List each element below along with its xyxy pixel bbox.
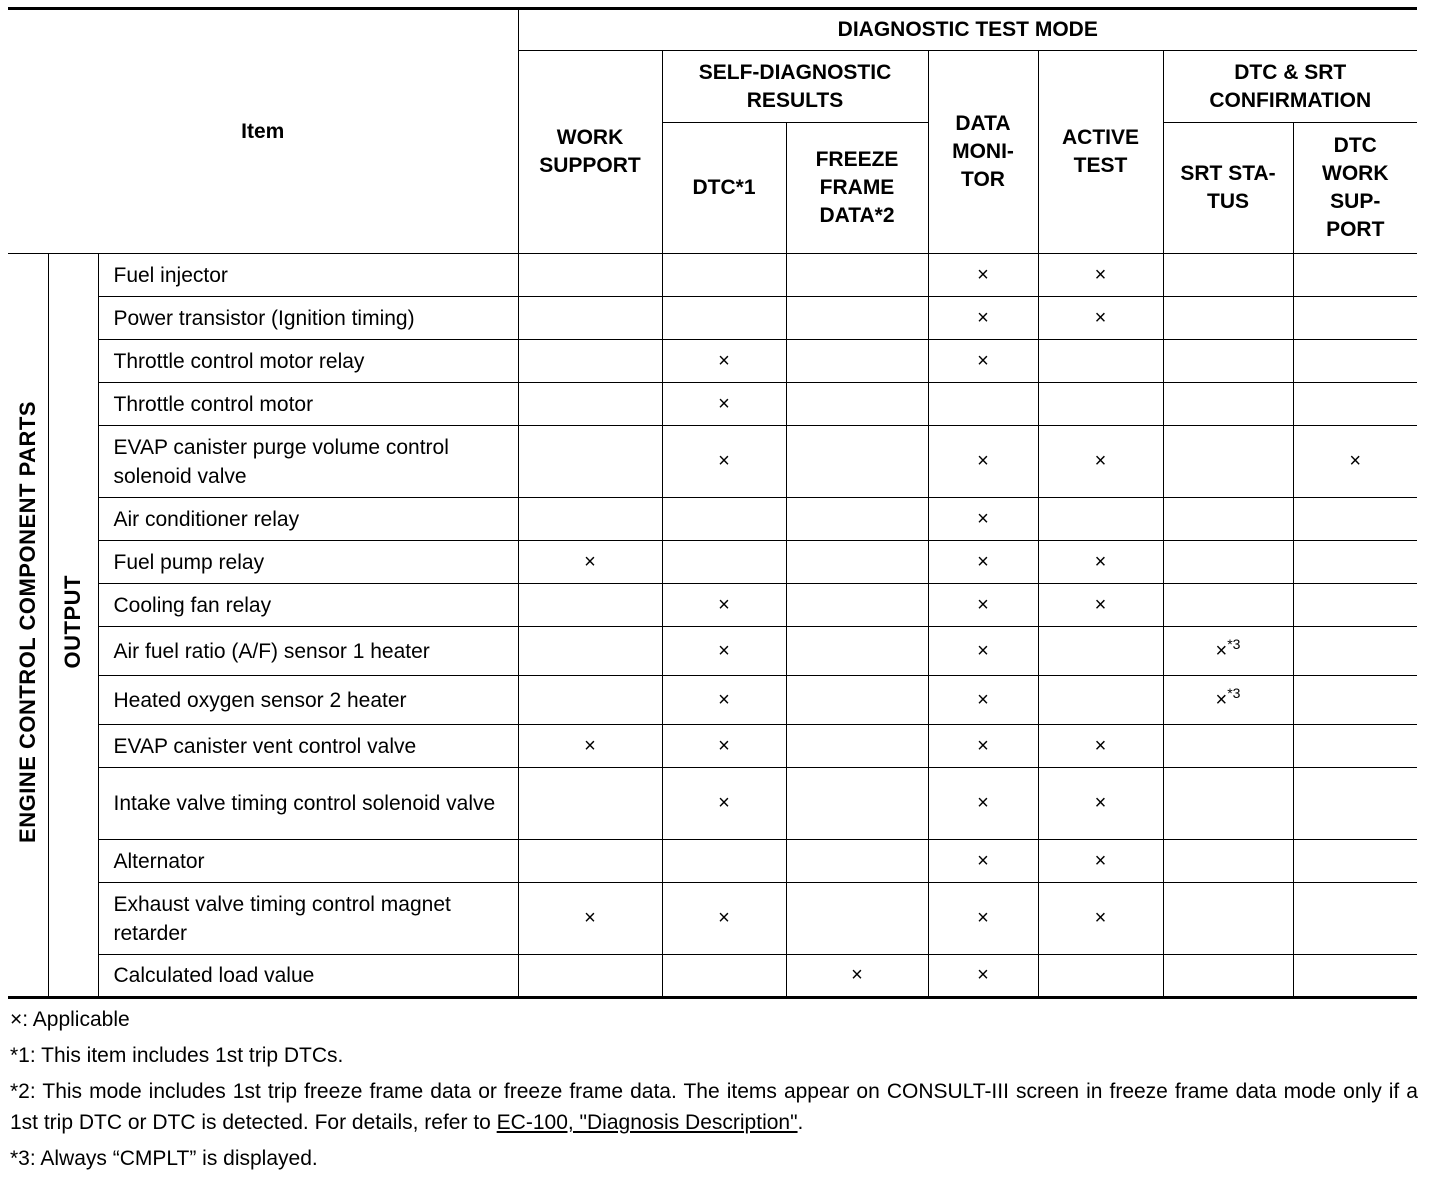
table-row (8, 498, 1417, 541)
header-diagnostic-test-mode: DIAGNOSTIC TEST MODE (518, 9, 1417, 51)
table-row (8, 725, 1417, 768)
cell-srt-status: ×$^{*3}$ (1163, 676, 1293, 725)
cell-dtc-work-support (1293, 584, 1417, 627)
cell-srt-status (1163, 883, 1293, 955)
header-work-support: WORK SUPPORT (518, 51, 662, 254)
cell-active-test: × (1038, 768, 1163, 840)
cell-active-test: × (1038, 541, 1163, 584)
cell-work-support (518, 426, 662, 498)
cell-data-monitor: × (928, 541, 1038, 584)
cell-freeze-frame: × (786, 955, 928, 998)
cell-dtc-work-support (1293, 955, 1417, 998)
cell-srt-status (1163, 426, 1293, 498)
item-name: Alternator (98, 840, 518, 883)
cell-active-test: × (1038, 725, 1163, 768)
cell-data-monitor: × (928, 584, 1038, 627)
cell-freeze-frame (786, 297, 928, 340)
cell-active-test: × (1038, 426, 1163, 498)
cell-dtc-work-support (1293, 840, 1417, 883)
header-dtc-work-support: DTC WORK SUP-PORT (1293, 123, 1417, 254)
cell-data-monitor (928, 383, 1038, 426)
item-name: Power transistor (Ignition timing) (98, 297, 518, 340)
cell-freeze-frame (786, 725, 928, 768)
table-row (8, 297, 1417, 340)
diagnostic-test-mode-table (8, 7, 1417, 999)
cell-data-monitor: × (928, 676, 1038, 725)
cell-dtc-work-support (1293, 541, 1417, 584)
table-row (8, 383, 1417, 426)
cell-work-support: × (518, 725, 662, 768)
cell-srt-status (1163, 584, 1293, 627)
header-dtc-srt-confirmation: DTC & SRT CONFIRMATION (1163, 51, 1417, 123)
cell-srt-status (1163, 768, 1293, 840)
cell-dtc-work-support (1293, 883, 1417, 955)
cell-freeze-frame (786, 340, 928, 383)
cell-active-test (1038, 955, 1163, 998)
cell-dtc: × (662, 676, 786, 725)
table-row (8, 426, 1417, 498)
cell-dtc: × (662, 584, 786, 627)
cell-data-monitor: × (928, 840, 1038, 883)
cell-data-monitor: × (928, 498, 1038, 541)
item-name: Cooling fan relay (98, 584, 518, 627)
cell-active-test (1038, 676, 1163, 725)
cell-dtc: × (662, 768, 786, 840)
item-name: EVAP canister vent control valve (98, 725, 518, 768)
cell-dtc (662, 955, 786, 998)
group-label-cell (8, 254, 48, 998)
cell-work-support (518, 627, 662, 676)
cell-work-support (518, 768, 662, 840)
cell-work-support: × (518, 883, 662, 955)
cell-work-support: × (518, 541, 662, 584)
cell-data-monitor: × (928, 340, 1038, 383)
cell-work-support (518, 840, 662, 883)
table-row (8, 840, 1417, 883)
cell-data-monitor: × (928, 426, 1038, 498)
footnotes (10, 1004, 1418, 1179)
item-name: Air conditioner relay (98, 498, 518, 541)
table-row (8, 676, 1417, 725)
cell-dtc: × (662, 627, 786, 676)
table-row (8, 883, 1417, 955)
item-name: Heated oxygen sensor 2 heater (98, 676, 518, 725)
item-name: Intake valve timing control solenoid valve (98, 768, 518, 840)
cell-srt-status (1163, 340, 1293, 383)
cell-active-test: × (1038, 297, 1163, 340)
cell-freeze-frame (786, 254, 928, 297)
cell-freeze-frame (786, 627, 928, 676)
cell-srt-status (1163, 955, 1293, 998)
cell-data-monitor: × (928, 627, 1038, 676)
cell-work-support (518, 383, 662, 426)
item-name: Air fuel ratio (A/F) sensor 1 heater (98, 627, 518, 676)
cell-dtc (662, 254, 786, 297)
note-3: *3: Always “CMPLT” is displayed. (10, 1147, 318, 1170)
cell-active-test (1038, 498, 1163, 541)
cell-work-support (518, 297, 662, 340)
cell-dtc-work-support (1293, 340, 1417, 383)
cell-work-support (518, 676, 662, 725)
cell-freeze-frame (786, 840, 928, 883)
cell-freeze-frame (786, 584, 928, 627)
header-data-monitor: DATA MONI-TOR (928, 51, 1038, 254)
cell-dtc: × (662, 383, 786, 426)
note-2: *2: This mode includes 1st trip freeze frame data or freeze frame data. The items appear on CONSULT-III screen in freeze frame data mode only if a 1st trip DTC or DTC is detected. For details, refer to EC-100, "Diagnosis Description". (10, 1080, 1418, 1134)
cell-active-test (1038, 627, 1163, 676)
cell-srt-status (1163, 254, 1293, 297)
cell-data-monitor: × (928, 254, 1038, 297)
cell-data-monitor: × (928, 297, 1038, 340)
table-row (8, 340, 1417, 383)
item-name: Fuel pump relay (98, 541, 518, 584)
cell-dtc: × (662, 725, 786, 768)
table-row (8, 768, 1417, 840)
cell-dtc (662, 541, 786, 584)
cell-srt-status (1163, 383, 1293, 426)
cell-freeze-frame (786, 426, 928, 498)
table-row (8, 254, 1417, 297)
item-name: Throttle control motor relay (98, 340, 518, 383)
item-name: Exhaust valve timing control magnet retarder (98, 883, 518, 955)
cell-srt-status (1163, 541, 1293, 584)
cell-dtc: × (662, 426, 786, 498)
cell-srt-status: ×$^{*3}$ (1163, 627, 1293, 676)
group-label: ENGINE CONTROL COMPONENT PARTS (14, 401, 40, 843)
cell-dtc-work-support (1293, 768, 1417, 840)
cell-dtc (662, 498, 786, 541)
table-row (8, 584, 1417, 627)
table-row (8, 627, 1417, 676)
cell-freeze-frame (786, 883, 928, 955)
cell-work-support (518, 340, 662, 383)
subgroup-label: OUTPUT (60, 575, 85, 669)
cell-srt-status (1163, 725, 1293, 768)
cell-srt-status (1163, 297, 1293, 340)
cell-dtc (662, 297, 786, 340)
item-name: Calculated load value (98, 955, 518, 998)
cell-dtc-work-support (1293, 725, 1417, 768)
header-self-diagnostic-results: SELF-DIAGNOSTIC RESULTS (662, 51, 928, 123)
cell-work-support (518, 498, 662, 541)
subgroup-label-cell (48, 254, 98, 998)
cell-data-monitor: × (928, 725, 1038, 768)
item-name: Throttle control motor (98, 383, 518, 426)
header-dtc: DTC*1 (662, 123, 786, 254)
cell-freeze-frame (786, 498, 928, 541)
cell-freeze-frame (786, 676, 928, 725)
cell-active-test (1038, 340, 1163, 383)
note-applicable: ×: Applicable (10, 1008, 130, 1031)
table-body (8, 254, 1417, 998)
cell-srt-status (1163, 840, 1293, 883)
cell-freeze-frame (786, 541, 928, 584)
item-name: EVAP canister purge volume control solenoid valve (98, 426, 518, 498)
cell-dtc-work-support (1293, 676, 1417, 725)
cell-dtc: × (662, 340, 786, 383)
cell-active-test (1038, 383, 1163, 426)
table-row (8, 955, 1417, 998)
cell-dtc-work-support (1293, 297, 1417, 340)
cell-data-monitor: × (928, 955, 1038, 998)
cell-freeze-frame (786, 768, 928, 840)
cell-data-monitor: × (928, 883, 1038, 955)
diagnosis-description-link[interactable]: EC-100, "Diagnosis Description" (496, 1111, 798, 1134)
header-freeze-frame-data: FREEZE FRAME DATA*2 (786, 123, 928, 254)
cell-work-support (518, 254, 662, 297)
cell-active-test: × (1038, 254, 1163, 297)
table-row (8, 541, 1417, 584)
header-srt-status: SRT STA-TUS (1163, 123, 1293, 254)
cell-freeze-frame (786, 383, 928, 426)
cell-active-test: × (1038, 883, 1163, 955)
cell-work-support (518, 584, 662, 627)
cell-dtc-work-support: × (1293, 426, 1417, 498)
note-1: *1: This item includes 1st trip DTCs. (10, 1044, 344, 1067)
item-name: Fuel injector (98, 254, 518, 297)
cell-active-test: × (1038, 584, 1163, 627)
cell-dtc-work-support (1293, 254, 1417, 297)
cell-data-monitor: × (928, 768, 1038, 840)
cell-active-test: × (1038, 840, 1163, 883)
cell-dtc-work-support (1293, 498, 1417, 541)
cell-work-support (518, 955, 662, 998)
cell-dtc-work-support (1293, 383, 1417, 426)
cell-dtc-work-support (1293, 627, 1417, 676)
cell-dtc (662, 840, 786, 883)
header-active-test: ACTIVE TEST (1038, 51, 1163, 254)
cell-srt-status (1163, 498, 1293, 541)
cell-dtc: × (662, 883, 786, 955)
header-item: Item (8, 9, 518, 254)
